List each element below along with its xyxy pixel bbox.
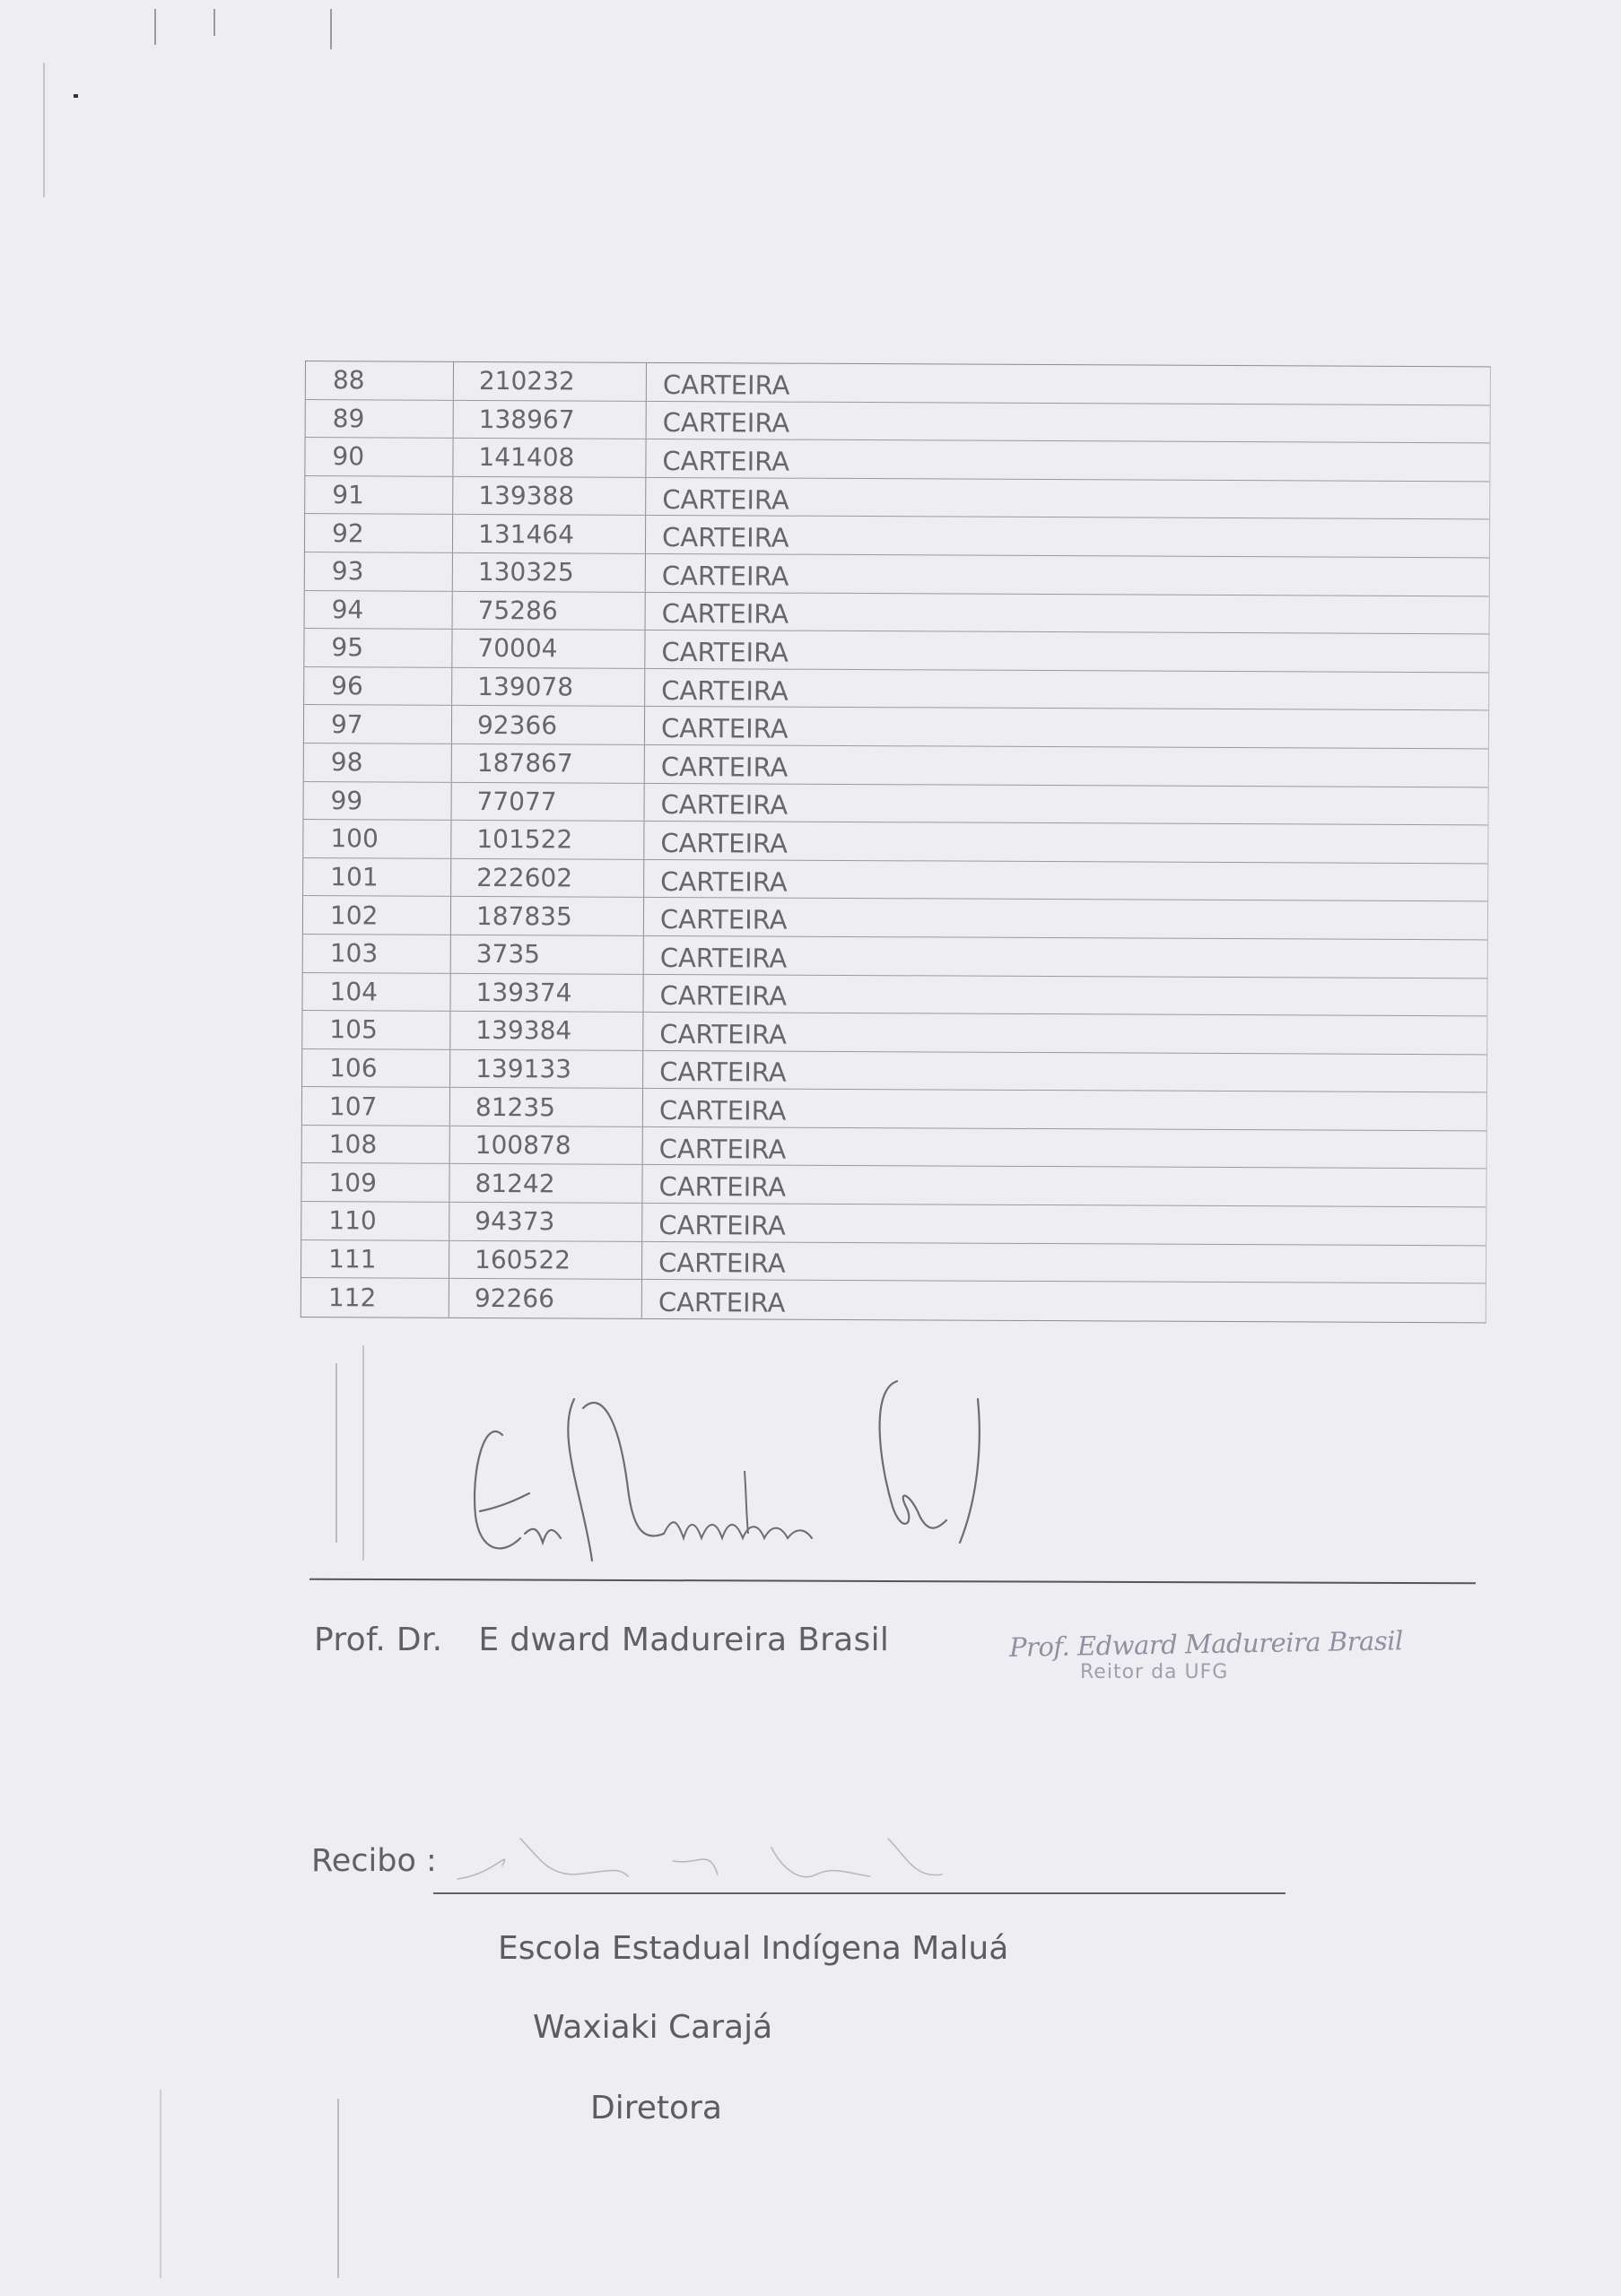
row-document-type: CARTEIRA bbox=[660, 713, 789, 744]
table-row bbox=[303, 820, 1487, 864]
row-document-type: CARTEIRA bbox=[658, 1286, 786, 1318]
row-document-type: CARTEIRA bbox=[658, 1133, 787, 1165]
row-document-type: CARTEIRA bbox=[661, 522, 789, 553]
row-code: 160522 bbox=[449, 1240, 642, 1279]
row-number: 101 bbox=[303, 858, 451, 896]
row-code: 75286 bbox=[453, 591, 646, 630]
signer-name bbox=[314, 1622, 889, 1658]
table-row bbox=[305, 552, 1489, 596]
table-row bbox=[302, 1126, 1486, 1170]
row-document-type: CARTEIRA bbox=[659, 1018, 787, 1050]
scan-artifact bbox=[336, 1363, 337, 1543]
scan-artifact bbox=[337, 2099, 339, 2278]
row-document-type: CARTEIRA bbox=[658, 1095, 787, 1126]
table-row bbox=[301, 1240, 1486, 1284]
scan-artifact bbox=[43, 63, 45, 197]
row-number: 96 bbox=[304, 667, 452, 705]
stamp-name: Prof. Edward Madureira Brasil bbox=[1008, 1625, 1404, 1663]
row-code: 131464 bbox=[453, 515, 646, 553]
row-code: 130325 bbox=[453, 553, 646, 592]
row-code: 187867 bbox=[452, 744, 645, 783]
table-row bbox=[304, 744, 1488, 787]
row-number: 100 bbox=[303, 820, 451, 857]
row-code: 139374 bbox=[450, 973, 643, 1012]
table-row bbox=[301, 1278, 1486, 1322]
table-row bbox=[301, 1163, 1486, 1207]
row-number: 92 bbox=[305, 514, 453, 552]
table-row bbox=[304, 629, 1488, 673]
scan-artifact bbox=[214, 9, 215, 36]
row-document-type: CARTEIRA bbox=[662, 369, 790, 401]
row-number: 88 bbox=[306, 361, 454, 399]
row-document-type: CARTEIRA bbox=[659, 980, 788, 1012]
row-number: 108 bbox=[302, 1126, 450, 1163]
row-document-type: CARTEIRA bbox=[660, 827, 788, 859]
row-code: 139078 bbox=[452, 668, 645, 707]
row-code: 92266 bbox=[449, 1279, 642, 1318]
table-row bbox=[301, 1202, 1486, 1246]
row-code: 81242 bbox=[449, 1164, 642, 1203]
row-code: 139133 bbox=[450, 1049, 643, 1088]
receipt-signature-image bbox=[440, 1812, 960, 1901]
row-number: 94 bbox=[305, 591, 453, 629]
row-number: 105 bbox=[302, 1011, 450, 1048]
table-row bbox=[304, 667, 1488, 711]
row-code: 100878 bbox=[450, 1126, 643, 1165]
table-row bbox=[303, 858, 1487, 902]
signature-image bbox=[449, 1363, 1023, 1587]
row-document-type: CARTEIRA bbox=[662, 407, 790, 439]
row-code: 3735 bbox=[451, 935, 644, 974]
table-row bbox=[302, 972, 1486, 1016]
scan-artifact bbox=[160, 2090, 161, 2278]
receipt-line bbox=[433, 1892, 1285, 1894]
row-number: 107 bbox=[302, 1087, 450, 1125]
table-row bbox=[303, 896, 1487, 940]
row-number: 98 bbox=[304, 744, 452, 781]
receipt-label: Recibo : bbox=[311, 1843, 437, 1879]
records-table bbox=[301, 361, 1491, 1323]
row-number: 95 bbox=[304, 629, 452, 666]
row-document-type: CARTEIRA bbox=[660, 789, 789, 821]
row-document-type: CARTEIRA bbox=[661, 560, 789, 592]
row-document-type: CARTEIRA bbox=[658, 1171, 787, 1203]
scan-artifact bbox=[330, 9, 332, 49]
scan-artifact bbox=[362, 1345, 364, 1561]
row-document-type: CARTEIRA bbox=[660, 865, 788, 898]
table-row bbox=[303, 782, 1487, 826]
row-code: 92366 bbox=[452, 706, 645, 744]
row-document-type: CARTEIRA bbox=[662, 483, 789, 516]
row-number: 109 bbox=[301, 1163, 449, 1201]
row-code: 210232 bbox=[454, 362, 647, 401]
row-code: 70004 bbox=[452, 630, 645, 668]
table-row bbox=[303, 935, 1487, 978]
row-number: 103 bbox=[303, 935, 451, 972]
row-document-type: CARTEIRA bbox=[658, 1209, 786, 1241]
row-document-type: CARTEIRA bbox=[659, 904, 788, 935]
row-document-type: CARTEIRA bbox=[662, 445, 790, 477]
row-number: 89 bbox=[306, 400, 454, 438]
table-row bbox=[302, 1011, 1486, 1055]
table-row bbox=[302, 1049, 1486, 1093]
row-number: 106 bbox=[302, 1049, 450, 1087]
row-code: 81235 bbox=[450, 1088, 643, 1126]
table-row bbox=[306, 361, 1490, 405]
row-document-type: CARTEIRA bbox=[661, 674, 789, 707]
table-row bbox=[305, 514, 1489, 558]
row-number: 110 bbox=[301, 1202, 449, 1239]
row-document-type: CARTEIRA bbox=[660, 751, 789, 783]
row-document-type: CARTEIRA bbox=[658, 1248, 786, 1280]
row-code: 222602 bbox=[451, 859, 644, 898]
row-number: 102 bbox=[303, 896, 451, 934]
signer-full-name: E dward Madureira Brasil bbox=[478, 1622, 890, 1658]
scan-artifact bbox=[74, 94, 78, 98]
row-number: 111 bbox=[301, 1240, 449, 1278]
row-code: 94373 bbox=[449, 1203, 642, 1241]
table-row bbox=[306, 400, 1490, 444]
row-document-type: CARTEIRA bbox=[661, 636, 789, 668]
row-number: 90 bbox=[305, 438, 453, 475]
row-number: 112 bbox=[301, 1278, 449, 1317]
table-row bbox=[305, 591, 1489, 635]
row-number: 104 bbox=[302, 972, 450, 1010]
school-name: Escola Estadual Indígena Maluá bbox=[498, 1930, 1009, 1967]
row-code: 187835 bbox=[451, 897, 644, 935]
row-document-type: CARTEIRA bbox=[661, 598, 789, 630]
signer-title: Prof. Dr. bbox=[314, 1622, 443, 1658]
table-row bbox=[305, 438, 1489, 482]
stamp-role: Reitor da UFG bbox=[1080, 1661, 1229, 1683]
table-row bbox=[304, 705, 1488, 749]
receiver-name: Waxiaki Carajá bbox=[533, 2009, 773, 2046]
row-number: 99 bbox=[304, 782, 452, 820]
row-number: 91 bbox=[305, 476, 453, 514]
row-code: 139388 bbox=[453, 477, 646, 516]
row-number: 93 bbox=[305, 552, 453, 590]
row-code: 138967 bbox=[454, 400, 647, 439]
row-number: 97 bbox=[304, 705, 452, 743]
row-document-type: CARTEIRA bbox=[659, 942, 788, 974]
row-document-type: CARTEIRA bbox=[659, 1057, 787, 1089]
row-code: 77077 bbox=[452, 782, 645, 821]
table-row bbox=[302, 1087, 1486, 1131]
scan-artifact bbox=[154, 9, 156, 45]
row-code: 139384 bbox=[450, 1012, 643, 1050]
receiver-role: Diretora bbox=[590, 2090, 722, 2126]
row-code: 101522 bbox=[451, 821, 644, 859]
row-code: 141408 bbox=[453, 439, 646, 477]
table-row bbox=[305, 476, 1489, 520]
